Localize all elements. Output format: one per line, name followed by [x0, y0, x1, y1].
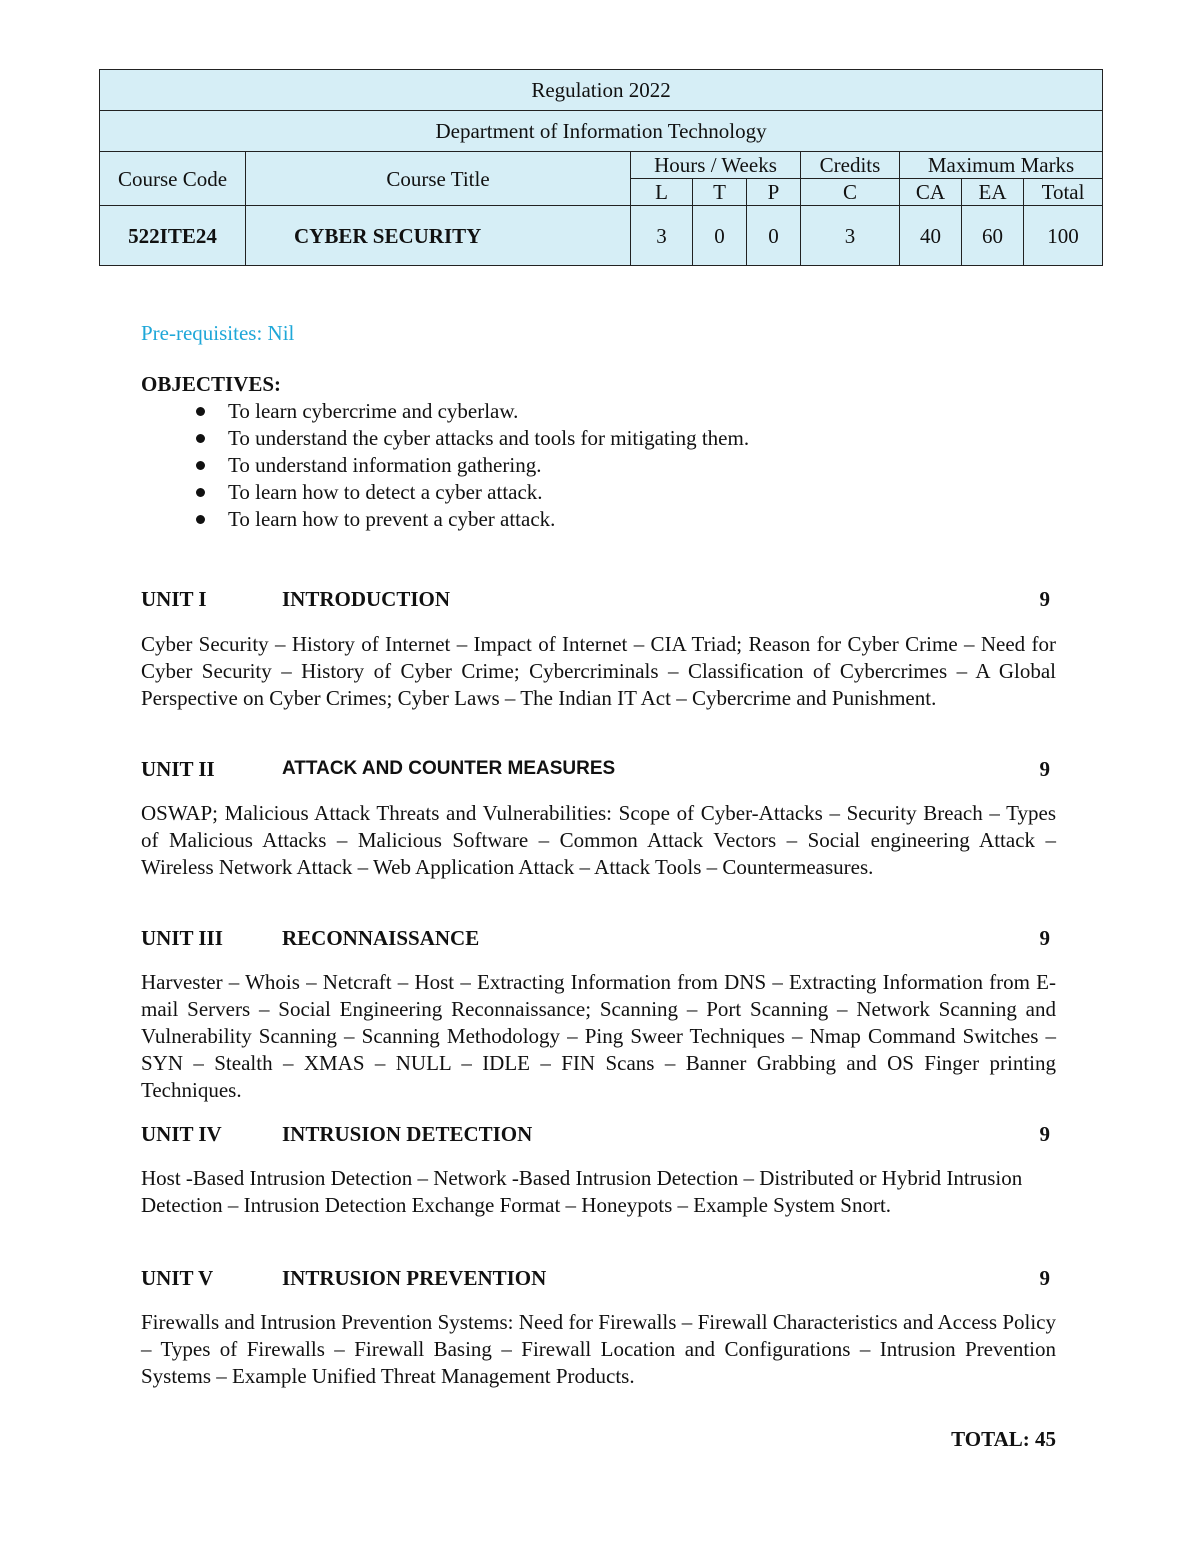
- course-title-header: Course Title: [246, 152, 631, 206]
- unit-number: UNIT IV: [141, 1122, 222, 1146]
- t-value: 0: [693, 206, 747, 266]
- unit-heading: [141, 755, 1056, 783]
- unit-heading: [141, 1120, 1056, 1148]
- objective-text: To learn cybercrime and cyberlaw.: [228, 399, 519, 423]
- c-subheader: C: [801, 179, 900, 206]
- l-value: 3: [631, 206, 693, 266]
- course-code-value: 522ITE24: [100, 206, 246, 266]
- total-subheader: Total: [1024, 179, 1103, 206]
- unit-content: Harvester – Whois – Netcraft – Host – Extracting Information from DNS – Extracting Information from E-mail Servers – Social Engineering Reconnaissance; Scanning – Port Scanning – Network Scanning and Vulnerability Scanning – Scanning Methodology – Ping Sweer Techniques – Nmap Command Switches – SYN – Stealth – XMAS – NULL – IDLE – FIN Scans – Banner Grabbing and OS Finger printing Techniques.: [141, 970, 1056, 1102]
- bullet-icon: [196, 515, 205, 524]
- objective-text: To understand information gathering.: [228, 453, 542, 477]
- objective-text: To understand the cyber attacks and tools for mitigating them.: [228, 426, 750, 450]
- unit-heading: [141, 1264, 1056, 1292]
- l-subheader: L: [631, 179, 693, 206]
- objective-item: [141, 452, 749, 479]
- total-hours: TOTAL: 45: [951, 1427, 1056, 1451]
- objectives-list: [141, 398, 749, 533]
- unit-title: INTRODUCTION: [282, 587, 451, 611]
- unit-title: RECONNAISSANCE: [282, 926, 480, 950]
- unit-title: ATTACK AND COUNTER MEASURES: [282, 758, 616, 779]
- t-subheader: T: [693, 179, 747, 206]
- objective-text: To learn how to detect a cyber attack.: [228, 480, 543, 504]
- p-subheader: P: [747, 179, 801, 206]
- unit-title: INTRUSION PREVENTION: [282, 1266, 547, 1290]
- unit-content: Cyber Security – History of Internet – Impact of Internet – CIA Triad; Reason for Cyber Crime – Need for Cyber Security – History of Cyber Crime; Cybercriminals – Classification of Cybercrimes – A Global Perspective on Cyber Crimes; Cyber Laws – The Indian IT Act – Cybercrime and Punishment.: [141, 632, 1056, 710]
- bullet-icon: [196, 488, 205, 497]
- prerequisites-text: Pre-requisites: Nil: [141, 321, 295, 345]
- ca-subheader: CA: [900, 179, 962, 206]
- unit-heading: [141, 924, 1056, 952]
- c-value: 3: [801, 206, 900, 266]
- unit-hours: 9: [1039, 1122, 1050, 1146]
- objective-item: [141, 506, 749, 533]
- hours-weeks-header: Hours / Weeks: [631, 152, 801, 179]
- bullet-icon: [196, 407, 205, 416]
- unit-number: UNIT II: [141, 757, 215, 781]
- ea-subheader: EA: [962, 179, 1024, 206]
- unit-hours: 9: [1039, 926, 1050, 950]
- unit-hours: 9: [1039, 1266, 1050, 1290]
- course-title-value: CYBER SECURITY: [246, 206, 631, 266]
- course-code-header: Course Code: [100, 152, 246, 206]
- p-value: 0: [747, 206, 801, 266]
- ca-value: 40: [900, 206, 962, 266]
- unit-title: INTRUSION DETECTION: [282, 1122, 533, 1146]
- ea-value: 60: [962, 206, 1024, 266]
- unit-content: OSWAP; Malicious Attack Threats and Vulnerabilities: Scope of Cyber-Attacks – Security Breach – Types of Malicious Attacks – Malicious Software – Common Attack Vectors – Social engineering Attack – Wireless Network Attack – Web Application Attack – Attack Tools – Countermeasures.: [141, 801, 1056, 879]
- course-header-table: [99, 69, 1103, 266]
- total-value: 100: [1024, 206, 1103, 266]
- unit-content: Firewalls and Intrusion Prevention Systems: Need for Firewalls – Firewall Characteristics and Access Policy – Types of Firewalls – Firewall Basing – Firewall Location and Configurations – Intrusion Prevention Systems – Example Unified Threat Management Products.: [141, 1310, 1056, 1388]
- unit-number: UNIT V: [141, 1266, 214, 1290]
- credits-header: Credits: [801, 152, 900, 179]
- bullet-icon: [196, 434, 205, 443]
- bullet-icon: [196, 461, 205, 470]
- regulation-cell: Regulation 2022: [100, 70, 1103, 111]
- maximum-marks-header: Maximum Marks: [900, 152, 1103, 179]
- unit-number: UNIT III: [141, 926, 223, 950]
- objective-item: [141, 398, 749, 425]
- unit-number: UNIT I: [141, 587, 207, 611]
- objectives-heading: OBJECTIVES:: [141, 372, 282, 396]
- department-cell: Department of Information Technology: [100, 111, 1103, 152]
- unit-heading: [141, 585, 1056, 613]
- objective-item: [141, 425, 749, 452]
- objective-text: To learn how to prevent a cyber attack.: [228, 507, 556, 531]
- unit-content: Host -Based Intrusion Detection – Network -Based Intrusion Detection – Distributed or Hybrid Intrusion Detection – Intrusion Detection Exchange Format – Honeypots – Example System Snort.: [141, 1166, 1023, 1217]
- objective-item: [141, 479, 749, 506]
- unit-hours: 9: [1039, 757, 1050, 781]
- unit-hours: 9: [1039, 587, 1050, 611]
